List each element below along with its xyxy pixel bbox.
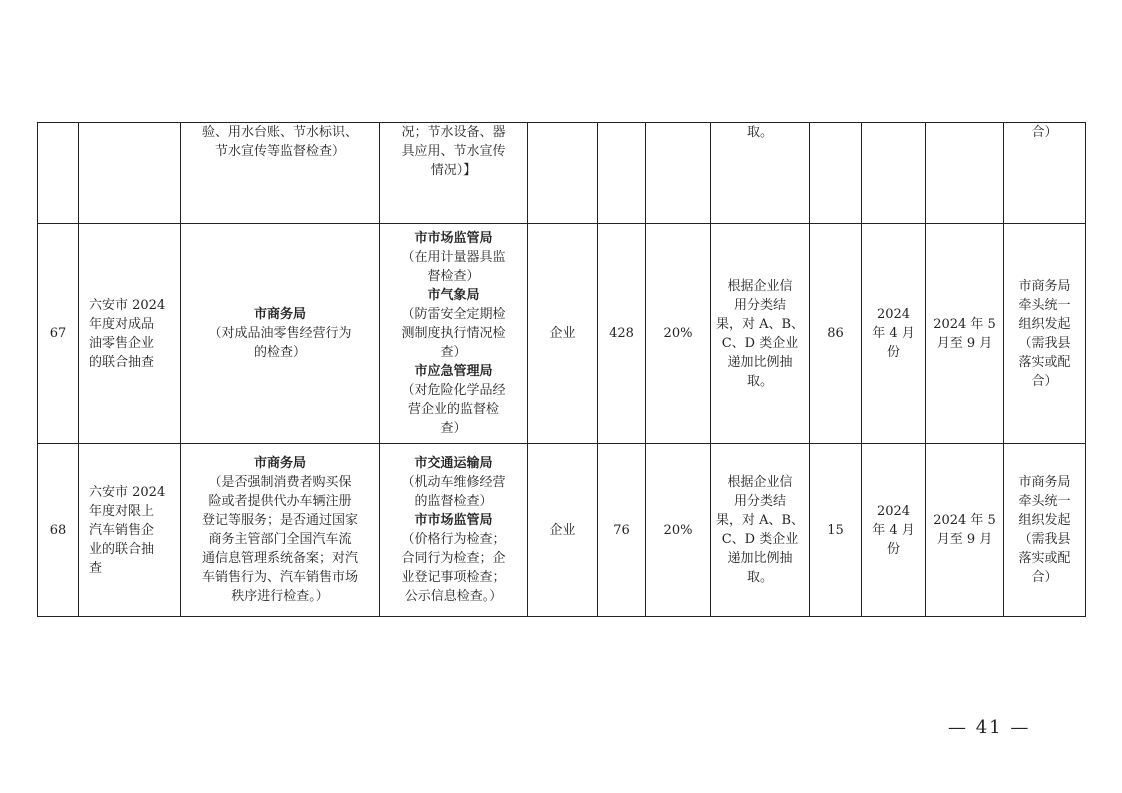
cell-coop-dept [380, 444, 528, 617]
text-line: 汽车销售企 [89, 522, 155, 538]
cell-coop-dept [380, 123, 528, 224]
text-line: 秩序进行检查。） [231, 589, 329, 604]
cell-remark [1004, 444, 1086, 617]
text-line: （价格行为检查； [401, 532, 506, 547]
text-line: 牵头统一 [1018, 297, 1071, 313]
text-line: 业的联合抽 [89, 541, 155, 557]
text-line: 取。 [746, 125, 773, 140]
cell-name [79, 224, 181, 444]
text-line: 月至 9 月 [936, 335, 993, 351]
text-line: 商务主管部门全国汽车流 [208, 532, 352, 547]
text-line: 节水宣传等监督检查） [214, 144, 345, 159]
text-line: 的监督检查） [414, 494, 493, 509]
text-line: 情况）】 [430, 163, 477, 178]
text-line: 车销售行为、汽车销售市场 [201, 570, 358, 585]
table-body [38, 123, 1086, 617]
page-number: — 41 — [948, 717, 1031, 738]
department-name: 市市场监管局 [414, 231, 493, 246]
text-line: 测制度执行情况检 [401, 326, 506, 341]
text-line: C、D 类企业 [721, 335, 799, 351]
text-line: 取。 [746, 570, 773, 585]
cell-no [38, 224, 79, 444]
text-line: 六安市 2024 [89, 484, 166, 500]
cell-object [528, 123, 598, 224]
text-line: 年 4 月 [872, 326, 915, 341]
text-line: 牵头统一 [1018, 494, 1071, 509]
text-line: 合） [1031, 125, 1058, 140]
text-line: C、D 类企业 [721, 532, 799, 547]
text-line: 68 [49, 522, 67, 538]
text-line: 20% [663, 522, 693, 538]
text-line: 86 [827, 326, 844, 341]
text-line: 况；节水设备、器 [401, 125, 506, 140]
text-line: 年 4 月 [872, 522, 915, 538]
text-line: 的检查） [253, 345, 306, 360]
text-line: 登记等服务；是否通过国家 [201, 513, 358, 528]
cell-period [926, 444, 1004, 617]
table-row [38, 444, 1086, 617]
text-line: 递加比例抽 [727, 354, 793, 370]
text-line: （是否强制消费者购买保 [208, 475, 352, 490]
cell-count [598, 123, 646, 224]
cell-remark [1004, 123, 1086, 224]
cell-method [711, 224, 810, 444]
cell-coop-dept [380, 224, 528, 444]
department-name: 市应急管理局 [414, 364, 493, 379]
cell-count [598, 224, 646, 444]
text-line: 用分类结 [733, 297, 786, 313]
text-line: 2024 年 5 [933, 316, 996, 332]
text-line: （需我县 [1018, 532, 1071, 547]
cell-ratio [646, 224, 711, 444]
cell-object [528, 224, 598, 444]
text-line: 市商务局 [1018, 278, 1071, 294]
department-name: 市市场监管局 [414, 513, 493, 528]
text-line: 通信息管理系统备案；对汽 [201, 551, 358, 566]
text-line: 年度对限上 [89, 503, 155, 519]
cell-count [598, 444, 646, 617]
cell-name [79, 444, 181, 617]
text-line: 合） [1031, 570, 1058, 585]
text-line: 市商务局 [1018, 475, 1071, 490]
cell-lead-dept [181, 123, 380, 224]
text-line: 组织发起 [1018, 316, 1071, 332]
text-line: 76 [613, 522, 630, 538]
cell-start [862, 224, 926, 444]
text-line: 的联合抽查 [89, 354, 155, 370]
cell-start [862, 444, 926, 617]
cell-sample [810, 123, 862, 224]
cell-period [926, 123, 1004, 224]
cell-remark [1004, 224, 1086, 444]
text-line: 企业 [549, 522, 576, 538]
text-line: 合同行为检查；企 [401, 551, 506, 566]
text-line: 份 [886, 345, 900, 360]
cell-period [926, 224, 1004, 444]
cell-lead-dept [181, 444, 380, 617]
text-line: 2024 [876, 307, 911, 322]
text-line: 合） [1031, 373, 1058, 389]
department-name: 市气象局 [427, 288, 480, 303]
text-line: （机动车维修经营 [401, 475, 506, 490]
text-line: 年度对成品 [89, 316, 155, 332]
text-line: （对危险化学品经 [401, 383, 506, 398]
cell-method [711, 444, 810, 617]
department-name: 市商务局 [253, 456, 306, 471]
text-line: 果，对 A、B、 [715, 316, 805, 332]
text-line: （对成品油零售经营行为 [208, 326, 352, 341]
text-line: 果，对 A、B、 [715, 513, 805, 528]
text-line: 15 [827, 522, 844, 538]
text-line: 组织发起 [1018, 513, 1071, 528]
text-line: 月至 9 月 [936, 532, 993, 547]
cell-no [38, 123, 79, 224]
text-line: 2024 年 5 [933, 513, 996, 528]
cell-start [862, 123, 926, 224]
text-line: 根据企业信 [727, 475, 793, 490]
text-line: 取。 [746, 373, 773, 389]
cell-ratio [646, 123, 711, 224]
text-line: 具应用、节水宣传 [401, 144, 506, 159]
department-name: 市交通运输局 [414, 456, 493, 471]
text-line: 企业 [549, 326, 576, 341]
text-line: 份 [886, 541, 900, 557]
table-row [38, 224, 1086, 444]
department-name: 市商务局 [253, 307, 306, 322]
cell-lead-dept [181, 224, 380, 444]
text-line: 查） [440, 345, 467, 360]
text-line: 落实或配 [1018, 354, 1071, 370]
text-line: 营企业的监督检 [407, 402, 499, 417]
cell-name [79, 123, 181, 224]
cell-object [528, 444, 598, 617]
text-line: 落实或配 [1018, 551, 1071, 566]
text-line: （防雷安全定期检 [401, 307, 506, 322]
text-line: 428 [609, 326, 634, 341]
inspection-table [37, 122, 1086, 617]
text-line: （在用计量器具监 [401, 250, 506, 265]
text-line: 险或者提供代办车辆注册 [208, 494, 352, 509]
cell-ratio [646, 444, 711, 617]
text-line: 业登记事项检查； [401, 570, 506, 585]
text-line: 油零售企业 [89, 335, 155, 351]
table-row-continuation [38, 123, 1086, 224]
text-line: 验、用水台账、节水标识、 [201, 125, 358, 140]
text-line: 公示信息检查。） [404, 589, 503, 604]
text-line: 督检查） [427, 269, 480, 284]
text-line: 用分类结 [733, 494, 786, 509]
cell-method [711, 123, 810, 224]
text-line: 查） [440, 421, 467, 436]
text-line: 递加比例抽 [727, 551, 793, 566]
text-line: 20% [663, 326, 693, 341]
text-line: 2024 [876, 503, 911, 519]
text-line: 根据企业信 [727, 278, 793, 294]
cell-sample [810, 224, 862, 444]
text-line: （需我县 [1018, 335, 1071, 351]
text-line: 查 [89, 560, 103, 576]
text-line: 六安市 2024 [89, 297, 166, 313]
text-line: 67 [49, 326, 67, 341]
cell-sample [810, 444, 862, 617]
cell-no [38, 444, 79, 617]
